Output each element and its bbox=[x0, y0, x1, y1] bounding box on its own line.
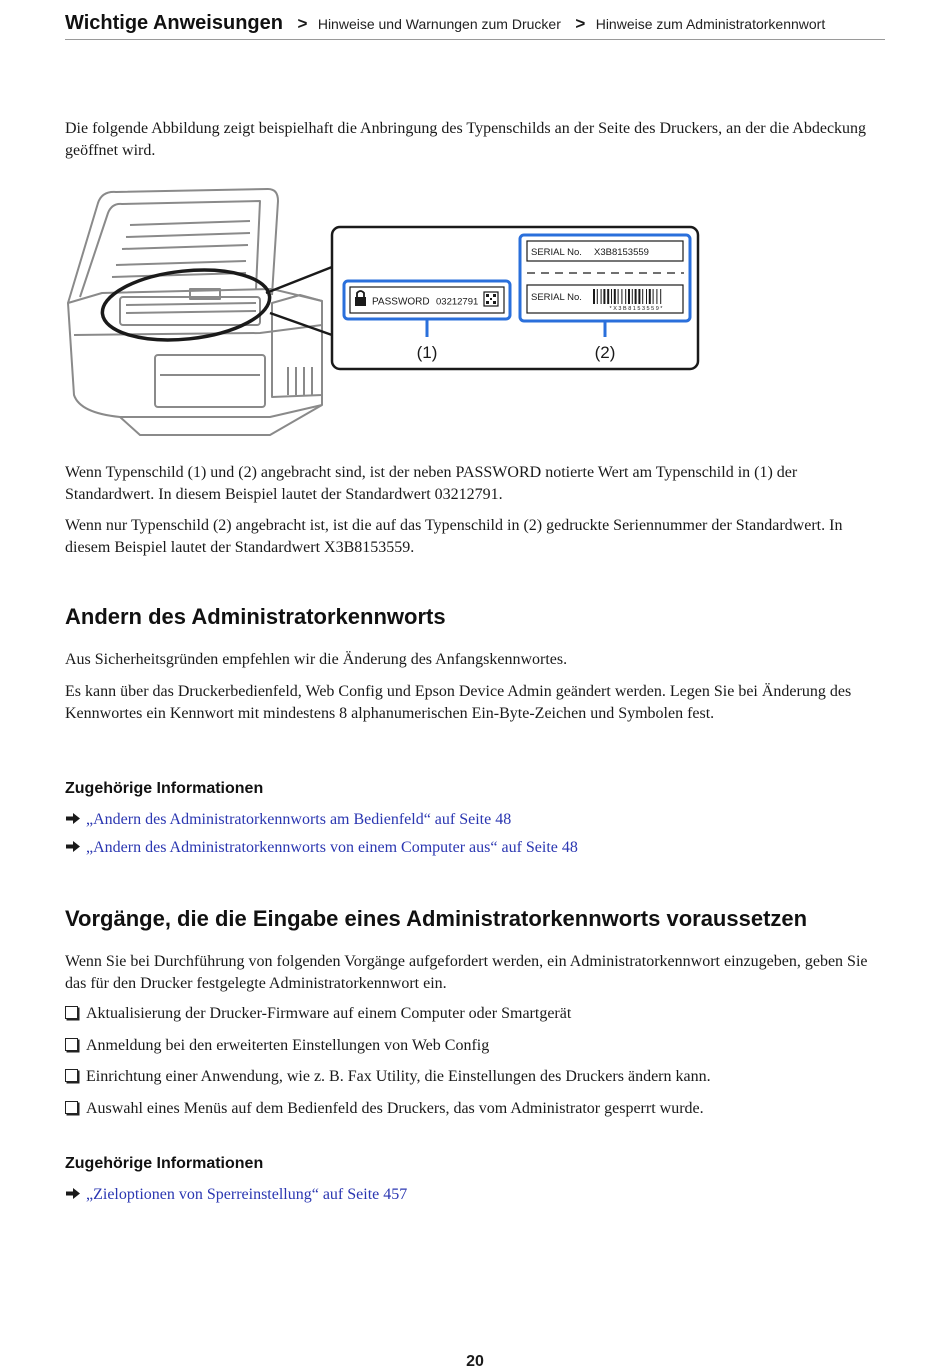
printer-label-figure bbox=[60, 185, 710, 445]
checkbox-bullet-icon bbox=[65, 1101, 78, 1114]
section1-paragraph-1: Aus Sicherheitsgründen empfehlen wir die Änderung des Anfangskennwortes. bbox=[65, 651, 568, 668]
breadcrumb-item-warnings[interactable]: Hinweise und Warnungen zum Drucker bbox=[317, 16, 561, 32]
related-link bbox=[65, 809, 511, 830]
serial-value: X3B8153559 bbox=[594, 247, 649, 258]
link-lock-setting-options[interactable]: „Zieloptionen von Sperreinstellung“ auf Seite 457 bbox=[86, 1186, 408, 1203]
breadcrumb-separator: > bbox=[575, 14, 586, 33]
checkbox-bullet-icon bbox=[65, 1006, 78, 1019]
related-link bbox=[65, 1184, 407, 1205]
link-change-password-computer[interactable]: „Andern des Administratorkennworts von einem Computer aus“ auf Seite 48 bbox=[86, 839, 578, 856]
breadcrumb-item-admin-password[interactable]: Hinweise zum Administratorkennwort bbox=[595, 16, 826, 32]
list-item-text: Auswahl eines Menüs auf dem Bedienfeld des Druckers, das vom Administrator gesperrt wurde. bbox=[86, 1100, 704, 1117]
related-info-heading: Zugehörige Informationen bbox=[65, 1155, 264, 1172]
serial-title: SERIAL No. bbox=[531, 247, 582, 258]
paragraph-label-serial: Wenn nur Typenschild (2) angebracht ist, ist die auf das Typenschild in (2) gedruckte Seriennummer der Standardwert. In diesem Beispiel lautet der Standardwert X3B8153559. bbox=[65, 517, 843, 556]
callout-number-1: (1) bbox=[416, 343, 438, 362]
related-info-heading: Zugehörige Informationen bbox=[65, 780, 264, 797]
list-item-text: Aktualisierung der Drucker-Firmware auf einem Computer oder Smartgerät bbox=[86, 1005, 572, 1022]
intro-paragraph: Die folgende Abbildung zeigt beispielhaft die Anbringung des Typenschilds an der Seite des Druckers, an der die Abdeckung geöffnet wird. bbox=[65, 120, 867, 159]
breadcrumb-separator: > bbox=[297, 14, 308, 33]
password-value: 03212791 bbox=[436, 296, 479, 308]
serial-title-barcode: SERIAL No. bbox=[531, 292, 582, 303]
list-item bbox=[65, 1066, 711, 1087]
link-change-password-panel[interactable]: „Andern des Administratorkennworts am Bedienfeld“ auf Seite 48 bbox=[86, 811, 512, 828]
list-item bbox=[65, 1098, 704, 1119]
checkbox-bullet-icon bbox=[65, 1038, 78, 1051]
arrow-right-icon bbox=[65, 812, 81, 825]
related-link bbox=[65, 837, 578, 858]
breadcrumb bbox=[65, 12, 885, 40]
section1-paragraph-2: Es kann über das Druckerbedienfeld, Web Config und Epson Device Admin geändert werden. Legen Sie bei Änderung des Kennwortes ein Kennwort mit mindestens 8 alphanumerischen Ein-Byte-Zeichen und Symbolen fest. bbox=[65, 683, 852, 722]
page-number: 20 bbox=[466, 1353, 484, 1370]
list-item bbox=[65, 1003, 571, 1024]
printer-illustration bbox=[68, 189, 322, 435]
callout-number-2: (2) bbox=[594, 343, 616, 362]
section2-paragraph-1: Wenn Sie bei Durchführung von folgenden Vorgänge aufgefordert werden, ein Administratorkennwort einzugeben, geben Sie das für den Drucker festgelegte Administratorkennwort ein. bbox=[65, 953, 868, 992]
paragraph-label-both: Wenn Typenschild (1) und (2) angebracht sind, ist der neben PASSWORD notierte Wert am Typenschild in (1) der Standardwert. In diesem Beispiel lautet der Standardwert 03212791. bbox=[65, 464, 798, 503]
arrow-right-icon bbox=[65, 1187, 81, 1200]
list-item-text: Anmeldung bei den erweiterten Einstellungen von Web Config bbox=[86, 1037, 490, 1054]
section-title-change-password: Andern des Administratorkennworts bbox=[65, 604, 446, 629]
section-title-operations-requiring-password: Vorgänge, die die Eingabe eines Administratorkennworts voraussetzen bbox=[65, 906, 808, 931]
list-item bbox=[65, 1035, 489, 1056]
list-item-text: Einrichtung einer Anwendung, wie z. B. Fax Utility, die Einstellungen des Druckers ändern kann. bbox=[86, 1068, 711, 1085]
checkbox-bullet-icon bbox=[65, 1069, 78, 1082]
arrow-right-icon bbox=[65, 840, 81, 853]
barcode-caption: * X 3 B 8 1 5 3 5 5 9 * bbox=[609, 306, 663, 312]
breadcrumb-section[interactable]: Wichtige Anweisungen bbox=[65, 12, 283, 34]
password-keyword: PASSWORD bbox=[372, 296, 430, 308]
